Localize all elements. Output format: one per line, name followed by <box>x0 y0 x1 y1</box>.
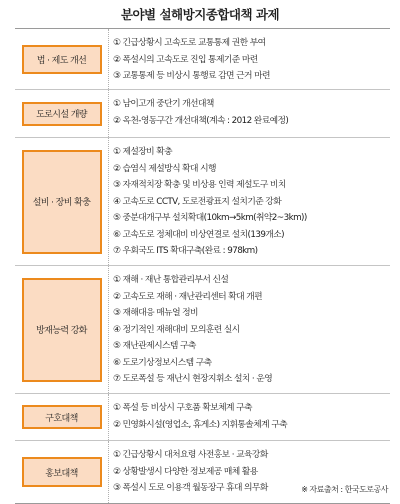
list-item: ⑦ 우회국도 ITS 확대구축(완료 : 978km) <box>113 246 258 256</box>
list-item: ① 긴급상황시 대처요령 사전홍보 · 교육강화 <box>113 450 268 460</box>
category-cell <box>15 138 108 265</box>
category-label-law: 법 · 제도 개선 <box>22 45 102 74</box>
list-item: ① 남이고개 중단기 개선대책 <box>113 99 214 109</box>
category-cell <box>15 266 108 393</box>
list-item: ④ 고속도로 CCTV, 도로전광표지 설치기준 강화 <box>113 196 282 207</box>
list-item: ⑦ 도로폭설 등 재난시 현장지휘소 설치 · 운영 <box>113 374 273 384</box>
items-cell <box>108 90 390 137</box>
category-cell <box>15 90 108 137</box>
table-row-disaster-capacity <box>15 265 390 393</box>
list-item: ⑥ 고속도로 정체대비 비상연결로 설치(139개소) <box>113 229 284 240</box>
list-item: ⑤ 재난관제시스템 구축 <box>113 341 196 351</box>
list-item: ⑤ 중분대개구부 설치확대(10km→5km(취약2~3km)) <box>113 213 307 223</box>
list-item: ④ 정기적인 재해대비 모의훈련 실시 <box>113 324 240 335</box>
category-label-road-facility: 도로시설 개량 <box>22 102 102 126</box>
list-item: ② 고속도로 재해 · 재난관리센터 확대 개편 <box>113 291 263 302</box>
list-item: ③ 재해대응 매뉴얼 정비 <box>113 308 198 318</box>
list-item: ① 제설장비 확충 <box>113 147 173 157</box>
table-row-relief <box>15 393 390 440</box>
source-note: ※ 자료출처 : 한국도로공사 <box>301 485 388 494</box>
items-cell <box>108 266 390 393</box>
list-item: ③ 자재적치장 확충 및 비상용 인력 제설도구 비치 <box>113 180 286 190</box>
list-item: ③ 폭설시 도로 이용객 월동장구 휴대 의무화 <box>113 483 268 493</box>
items-cell <box>108 29 390 89</box>
category-label-disaster-capacity: 방재능력 강화 <box>22 278 102 382</box>
category-cell <box>15 29 108 89</box>
items-cell <box>108 138 390 265</box>
category-cell <box>15 394 108 440</box>
list-item: ① 재해 · 재난 통합관리부서 신설 <box>113 275 229 285</box>
list-item: ② 습염식 제설방식 확대 시행 <box>113 163 216 174</box>
category-label-publicity: 홍보대책 <box>22 457 102 487</box>
table-row-road-facility <box>15 89 390 137</box>
list-item: ① 폭설 등 비상시 구호품 확보체계 구축 <box>113 403 252 413</box>
list-item: ② 옥천-영동구간 개선대책(계속 : 2012 완료예정) <box>113 115 289 126</box>
page-title: 분야별 설해방지종합대책 과제 <box>120 7 280 22</box>
category-label-equipment: 설비 · 장비 확충 <box>22 150 102 254</box>
table-row-equipment <box>15 137 390 265</box>
list-item: ② 민영화시설(영업소, 휴게소) 지휘통솔체계 구축 <box>113 419 287 430</box>
list-item: ⑥ 도로기상정보시스템 구축 <box>113 357 212 368</box>
list-item: ② 상황발생시 다양한 정보제공 매체 활용 <box>113 466 258 477</box>
items-cell <box>108 394 390 440</box>
category-cell <box>15 441 108 503</box>
table-row-law <box>15 28 390 89</box>
list-item: ③ 교통통제 등 비상시 통행료 감면 근거 마련 <box>113 71 270 81</box>
category-label-relief: 구호대책 <box>22 405 102 429</box>
task-table <box>15 28 390 504</box>
list-item: ② 폭설시의 고속도로 진입 통제기준 마련 <box>113 54 258 65</box>
list-item: ① 긴급상황시 고속도로 교통통제 권한 부여 <box>113 38 266 48</box>
